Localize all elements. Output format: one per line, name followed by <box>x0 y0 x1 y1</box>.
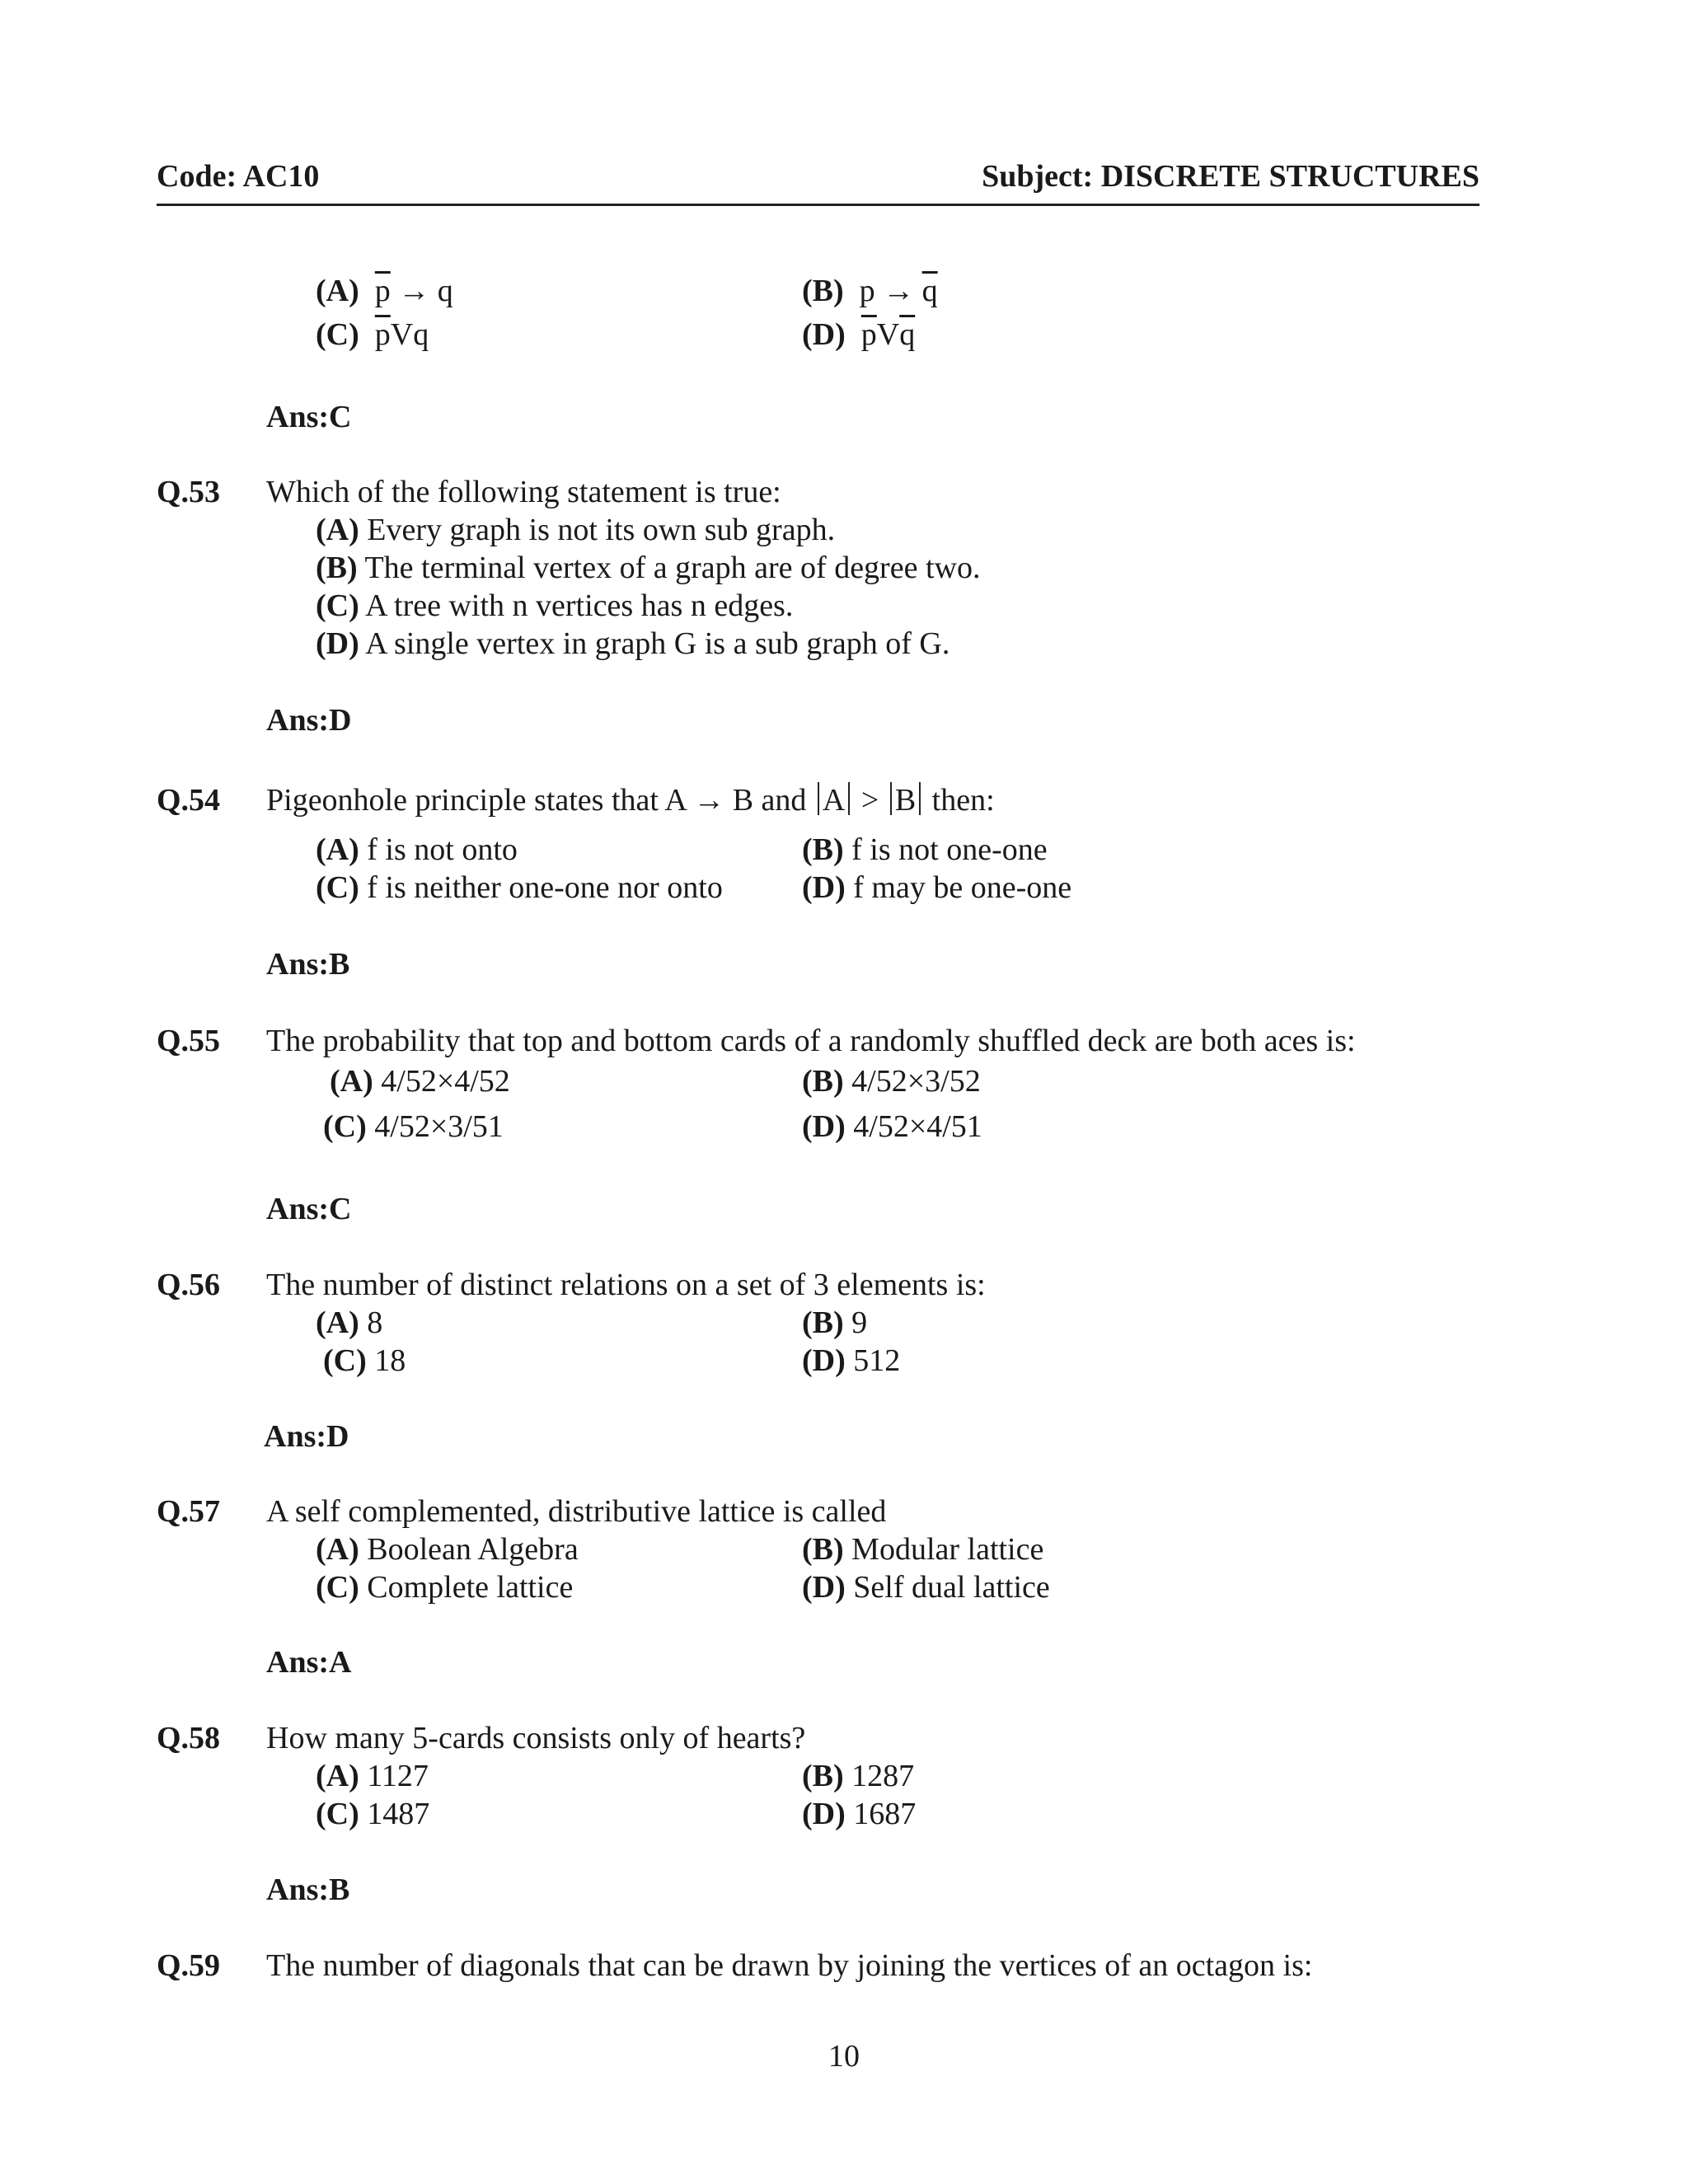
q52-option-b: (B) $p \to \overline{q}$ <box>802 274 938 308</box>
q54-option-a: (A) f is not onto <box>316 832 518 867</box>
q58-option-b: (B) 1287 <box>802 1759 915 1793</box>
q56-option-c: (C) 18 <box>323 1343 406 1378</box>
q56-number: Q.56 <box>157 1268 221 1302</box>
q52-answer: Ans:C <box>266 400 352 434</box>
q57-option-d: (D) Self dual lattice <box>802 1570 1050 1605</box>
page-number: 10 <box>828 2039 860 2074</box>
q58-number: Q.58 <box>157 1721 221 1755</box>
q57-number: Q.57 <box>157 1494 221 1529</box>
q59-text: The number of diagonals that can be drawn by joining the vertices of an octagon is: <box>266 1948 1313 1983</box>
q54-option-b: (B) f is not one-one <box>802 832 1048 867</box>
q53-option-a: (A) Every graph is not its own sub graph. <box>316 513 836 547</box>
q55-number: Q.55 <box>157 1024 221 1058</box>
q56-answer: Ans:D <box>264 1419 349 1454</box>
q55-text: The probability that top and bottom cards of a randomly shuffled deck are both aces is: <box>266 1024 1356 1058</box>
q56-option-d: (D) 512 <box>802 1343 901 1378</box>
q55-option-b: (B) 4/52×3/52 <box>802 1064 981 1099</box>
q55-answer: Ans:C <box>266 1192 352 1226</box>
q55-option-d: (D) 4/52×4/51 <box>802 1109 982 1144</box>
q57-option-c: (C) Complete lattice <box>316 1570 574 1605</box>
q53-text: Which of the following statement is true: <box>266 475 781 509</box>
q54-number: Q.54 <box>157 783 221 818</box>
q53-option-c: (C) A tree with n vertices has n edges. <box>316 588 794 623</box>
q56-option-a: (A) 8 <box>316 1305 383 1340</box>
q53-answer: Ans:D <box>266 703 352 738</box>
q57-option-a: (A) Boolean Algebra <box>316 1532 579 1567</box>
q57-option-b: (B) Modular lattice <box>802 1532 1044 1567</box>
q56-option-b: (B) 9 <box>802 1305 868 1340</box>
q57-answer: Ans:A <box>266 1645 352 1680</box>
q58-option-c: (C) 1487 <box>316 1797 430 1831</box>
q59-number: Q.59 <box>157 1948 221 1983</box>
q53-number: Q.53 <box>157 475 221 509</box>
q54-option-d: (D) f may be one-one <box>802 870 1072 905</box>
subject-label: Subject: DISCRETE STRUCTURES <box>982 159 1479 194</box>
q57-text: A self complemented, distributive lattice is called <box>266 1494 887 1529</box>
code-label: Code: AC10 <box>157 159 320 194</box>
q58-option-a: (A) 1127 <box>316 1759 429 1793</box>
header-divider <box>157 204 1479 206</box>
q58-option-d: (D) 1687 <box>802 1797 917 1831</box>
q54-text: Pigeonhole principle states that A → B and A > B then: <box>266 783 995 818</box>
q53-option-d: (D) A single vertex in graph G is a sub graph of G. <box>316 626 950 661</box>
q58-text: How many 5-cards consists only of hearts? <box>266 1721 806 1755</box>
q55-option-c: (C) 4/52×3/51 <box>323 1109 504 1144</box>
q52-option-d: (D) $\overline{p}V\overline{q}$ <box>802 317 916 352</box>
q52-option-c: (C) $\overline{p}Vq$ <box>316 317 429 352</box>
q55-option-a: (A) 4/52×4/52 <box>330 1064 510 1099</box>
q53-option-b: (B) The terminal vertex of a graph are of degree two. <box>316 551 981 585</box>
q58-answer: Ans:B <box>266 1872 350 1907</box>
q52-option-a: (A) $\overline{p} \to q$ <box>316 274 453 308</box>
q54-option-c: (C) f is neither one-one nor onto <box>316 870 723 905</box>
q56-text: The number of distinct relations on a set of 3 elements is: <box>266 1268 986 1302</box>
q54-answer: Ans:B <box>266 947 350 982</box>
